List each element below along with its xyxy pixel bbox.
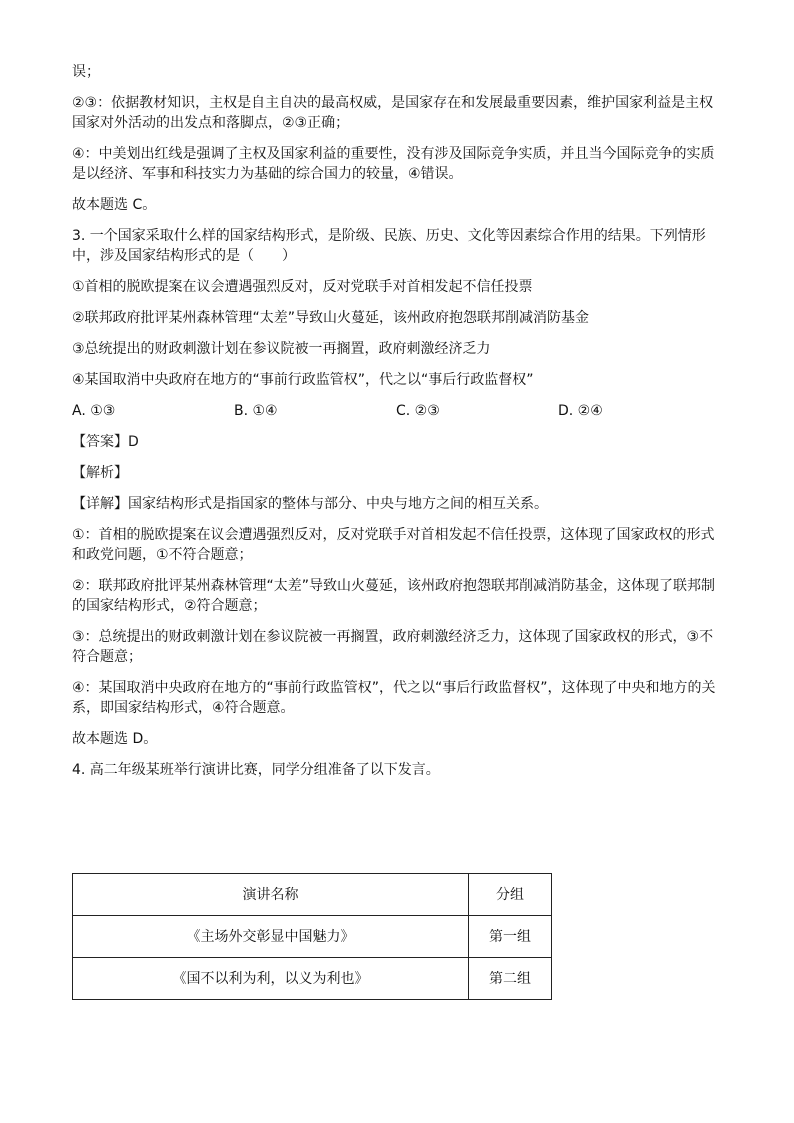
detail-line: 系，即国家结构形式，④符合题意。: [72, 700, 295, 716]
table-cell: 《主场外交彰显中国魅力》: [73, 916, 469, 958]
option-c: C. ②③: [396, 403, 440, 419]
table-cell: 第二组: [469, 958, 552, 1000]
text-line: 国家对外活动的出发点和落脚点，②③正确；: [72, 115, 350, 131]
text-line: ②③：依据教材知识，主权是自主自决的最高权威，是国家存在和发展最重要因素，维护国家利益是主权: [72, 95, 714, 111]
table-row: [73, 958, 552, 1000]
statement-1: ①首相的脱欧提案在议会遭遇强烈反对，反对党联手对首相发起不信任投票: [72, 279, 533, 295]
text-line: 误；: [72, 64, 100, 80]
question-4-stem: 4. 高二年级某班举行演讲比赛，同学分组准备了以下发言。: [72, 762, 440, 778]
detail-line: ②：联邦政府批评某州森林管理“太差”导致山火蔓延，该州政府抱怨联邦削减消防基金，这体现了联邦制: [72, 578, 716, 594]
table-header-row: [73, 874, 552, 916]
answer-label: 【答案】D: [72, 434, 139, 450]
detail-line: ③：总统提出的财政刺激计划在参议院被一再搁置，政府刺激经济乏力，这体现了国家政权的形式，③不: [72, 629, 714, 645]
answer-options: [72, 401, 724, 421]
detail-line: 和政党问题，①不符合题意；: [72, 547, 253, 563]
document-body: [72, 62, 724, 780]
statement-2: ②联邦政府批评某州森林管理“太差”导致山火蔓延，该州政府抱怨联邦削减消防基金: [72, 310, 590, 326]
text-line: 故本题选 C。: [72, 197, 157, 213]
table-header-cell: 演讲名称: [73, 874, 469, 916]
detail-line: 【详解】国家结构形式是指国家的整体与部分、中央与地方之间的相互关系。: [72, 496, 548, 512]
speech-table: [72, 873, 552, 1000]
detail-line: 符合题意；: [72, 649, 142, 665]
detail-line: ①：首相的脱欧提案在议会遭遇强烈反对，反对党联手对首相发起不信任投票，这体现了国家政权的形式: [72, 527, 715, 543]
detail-line: 的国家结构形式，②符合题意；: [72, 598, 267, 614]
question-3-stem: 3. 一个国家采取什么样的国家结构形式，是阶级、民族、历史、文化等因素综合作用的结果。下列情形: [72, 228, 706, 244]
option-a: A. ①③: [72, 403, 116, 419]
analysis-label: 【解析】: [72, 465, 128, 481]
question-3-stem: 中，涉及国家结构形式的是（ ）: [72, 248, 296, 264]
table-cell: 《国不以利为利，以义为利也》: [73, 958, 469, 1000]
option-b: B. ①④: [234, 403, 278, 419]
text-line: 是以经济、军事和科技实力为基础的综合国力的较量，④错误。: [72, 166, 463, 182]
table-cell: 第一组: [469, 916, 552, 958]
statement-3: ③总统提出的财政刺激计划在参议院被一再搁置，政府刺激经济乏力: [72, 341, 491, 357]
detail-line: ④：某国取消中央政府在地方的“事前行政监管权”，代之以“事后行政监督权”，这体现了中央和地方的关: [72, 680, 716, 696]
statement-4: ④某国取消中央政府在地方的“事前行政监管权”，代之以“事后行政监督权”: [72, 372, 534, 388]
table-row: [73, 916, 552, 958]
conclusion-line: 故本题选 D。: [72, 731, 158, 747]
option-d: D. ②④: [558, 403, 603, 419]
table-header-cell: 分组: [469, 874, 552, 916]
text-line: ④：中美划出红线是强调了主权及国家利益的重要性，没有涉及国际竞争实质，并且当今国际竞争的实质: [72, 146, 715, 162]
